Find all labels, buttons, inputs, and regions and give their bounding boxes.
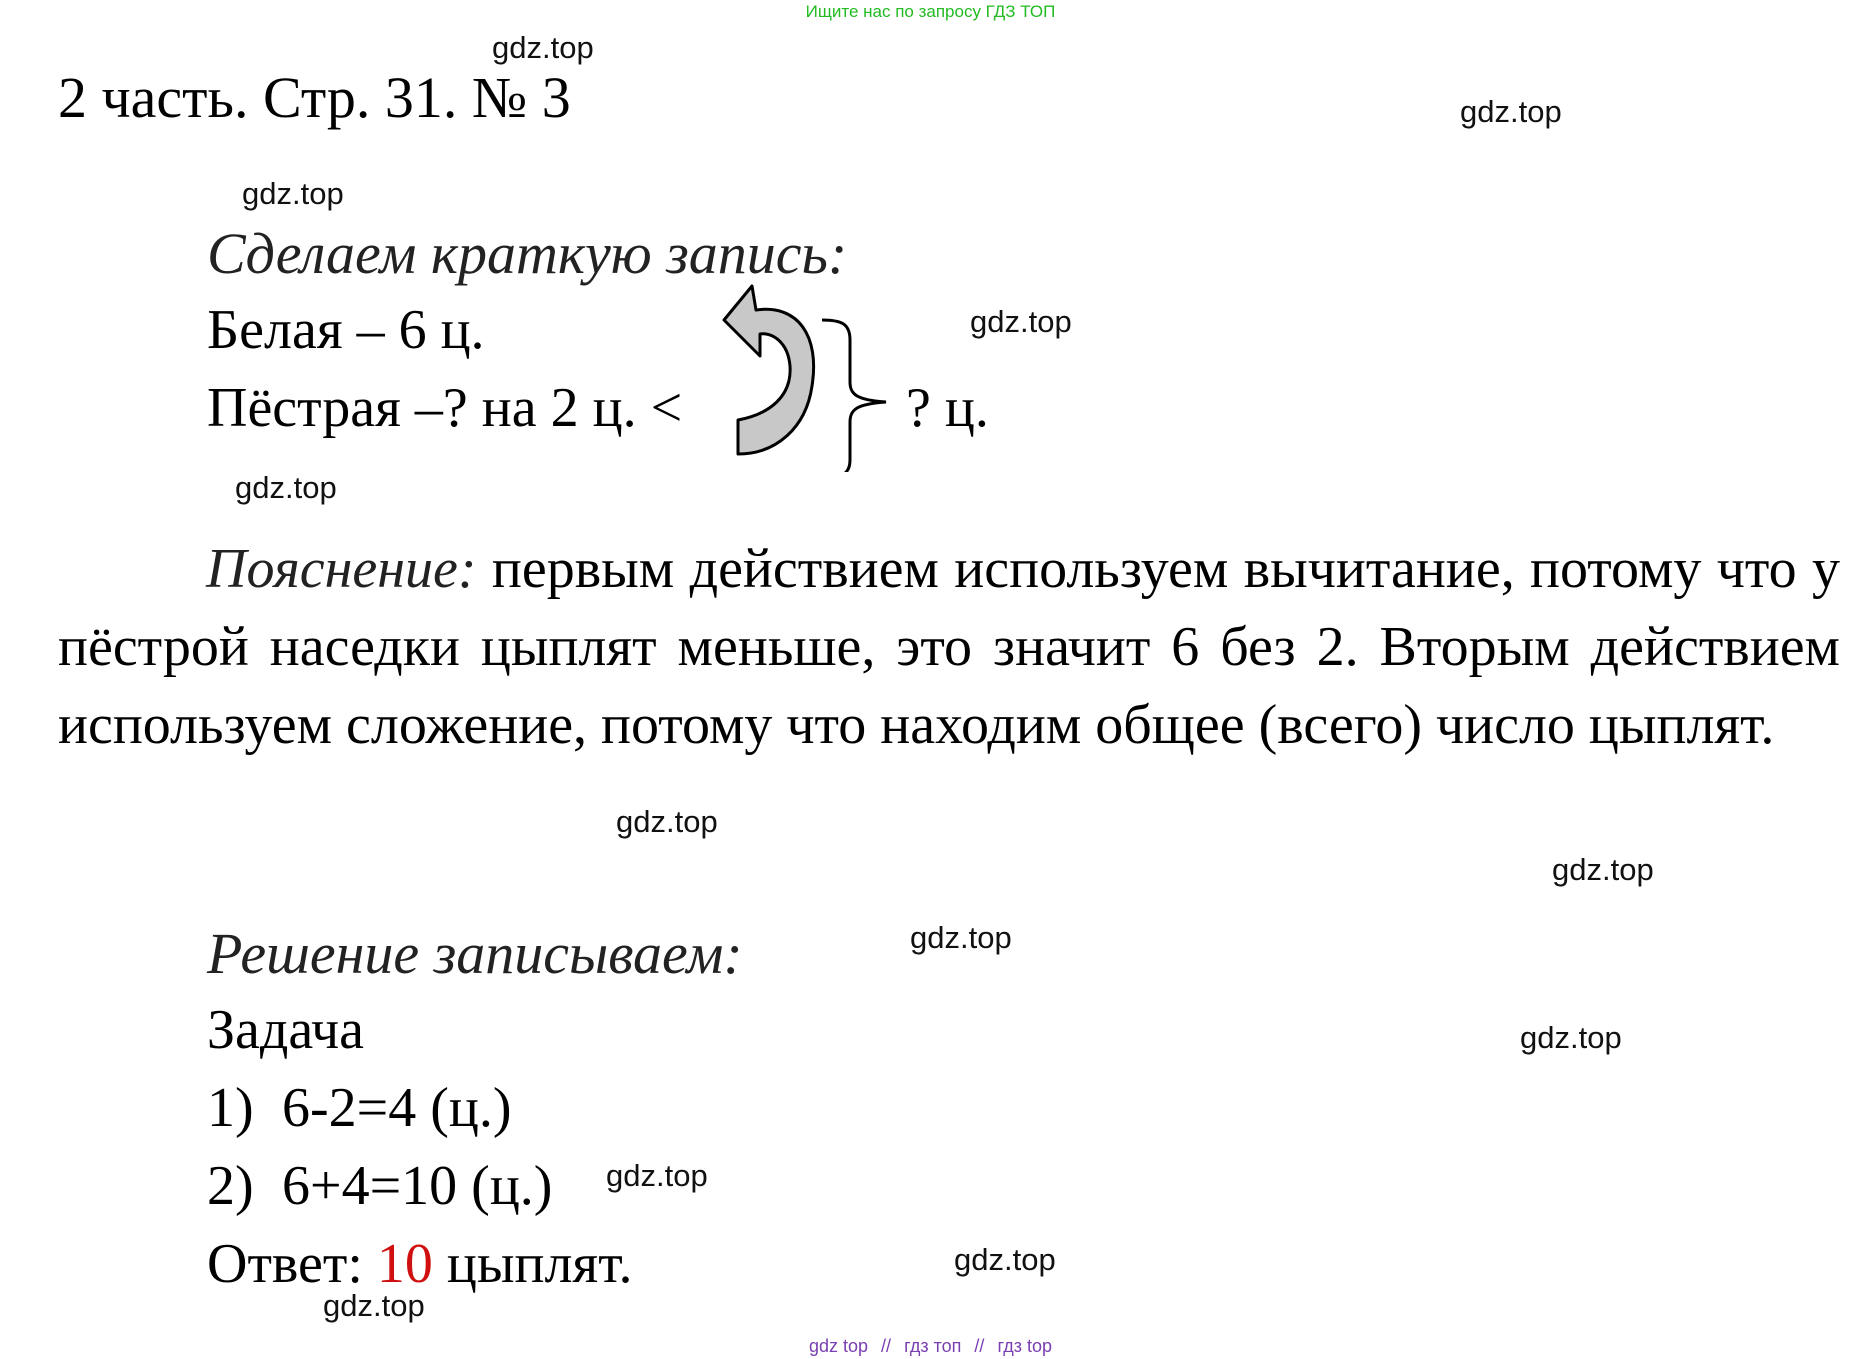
top-notice: Ищите нас по запросу ГДЗ ТОП <box>805 2 1056 21</box>
bottom-link-separator: // <box>974 1336 985 1356</box>
watermark: gdz.top <box>616 804 718 839</box>
short-record-line-motley: Пёстрая –? на 2 ц. < <box>207 377 683 439</box>
curved-arrow-icon <box>724 286 814 454</box>
bottom-links <box>0 1336 1861 1357</box>
watermark: gdz.top <box>954 1242 1056 1277</box>
brace-icon <box>822 320 886 472</box>
step-1-expression: 6-2=4 (ц.) <box>282 1077 512 1139</box>
watermark: gdz.top <box>242 176 344 211</box>
short-record-line-white: Белая – 6 ц. <box>207 299 485 361</box>
answer-suffix: цыплят. <box>446 1233 633 1295</box>
answer-prefix: Ответ: <box>207 1233 363 1295</box>
bottom-link[interactable]: гдз top <box>997 1336 1052 1356</box>
watermark: gdz.top <box>492 30 594 65</box>
answer-value: 10 <box>376 1233 433 1295</box>
watermark: gdz.top <box>1460 94 1562 129</box>
step-2-number: 2) <box>207 1155 254 1217</box>
watermark: gdz.top <box>1520 1020 1622 1055</box>
bottom-link[interactable]: gdz top <box>808 1336 869 1356</box>
short-record-total: ? ц. <box>906 377 989 439</box>
bottom-link-separator: // <box>881 1336 892 1356</box>
step-1-number: 1) <box>207 1077 254 1139</box>
short-record-heading: Сделаем краткую запись: <box>207 221 848 286</box>
watermark: gdz.top <box>323 1288 425 1323</box>
watermark: gdz.top <box>606 1158 708 1193</box>
watermark: gdz.top <box>910 920 1012 955</box>
bottom-link[interactable]: гдз топ <box>904 1336 962 1356</box>
task-label: Задача <box>207 999 365 1061</box>
watermark: gdz.top <box>970 304 1072 339</box>
page-title: 2 часть. Стр. 31. № 3 <box>58 65 571 130</box>
explanation-text: первым действием используем вычитание, потому что у пёстрой наседки цыплят меньше, это значит 6 без 2. Вторым действием используем сложение, потому что находим общее (всего) число цыплят. <box>58 538 1841 756</box>
step-2-expression: 6+4=10 (ц.) <box>282 1155 553 1217</box>
explanation-lead: Пояснение: <box>206 538 477 600</box>
explanation-paragraph <box>58 530 1840 764</box>
solution-heading: Решение записываем: <box>207 921 743 986</box>
comparison-diagram <box>720 282 910 472</box>
answer-line <box>207 1232 632 1296</box>
watermark: gdz.top <box>235 470 337 505</box>
watermark: gdz.top <box>1552 852 1654 887</box>
